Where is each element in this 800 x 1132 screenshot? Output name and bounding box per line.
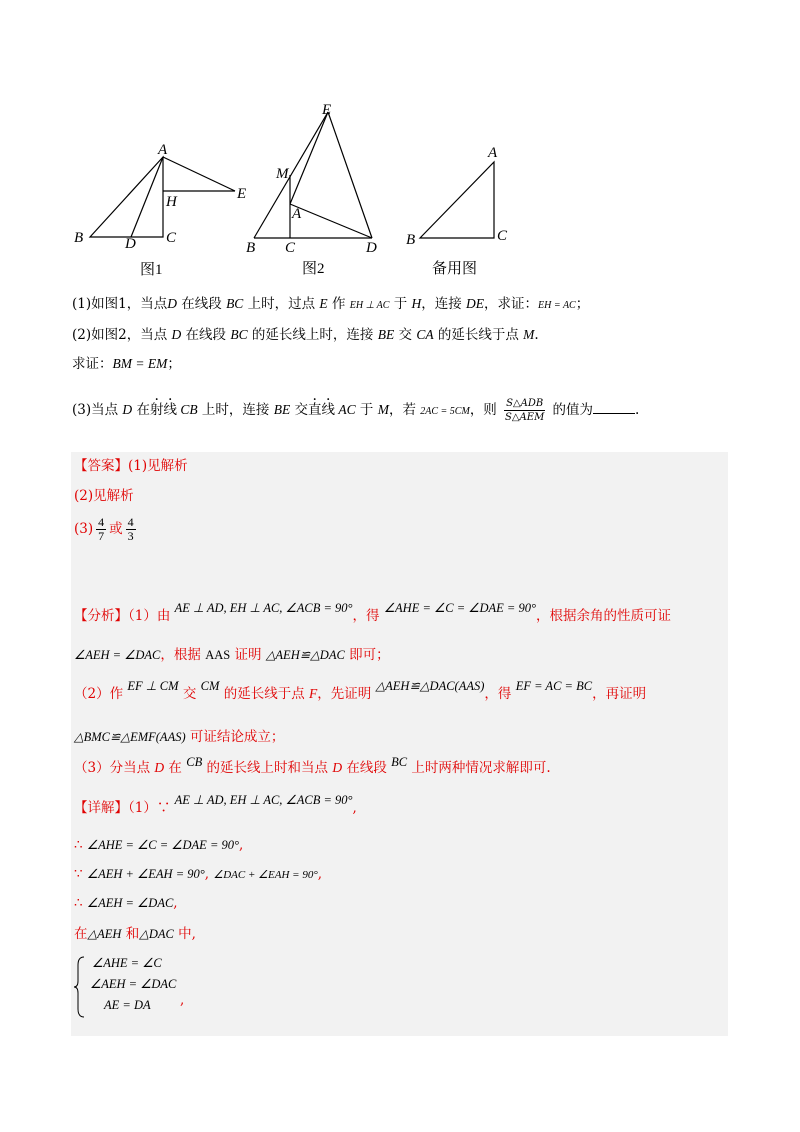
system-eq-2: ∠AEH = ∠DAC — [90, 977, 177, 991]
question-part-1: (1)如图1，当点D 在线段 BC 上时，过点 E 作 EH ⊥ AC 于 H，连接 DE，求证：EH = AC； — [72, 296, 590, 312]
math-bm-eq-em: BM = EM — [112, 356, 168, 371]
figure-1-caption: 图1 — [140, 262, 163, 278]
point-c-label: C — [497, 228, 508, 244]
detail-line-1: 【详解】（1）∵ AE ⊥ AD, EH ⊥ AC, ∠ACB = 90°, — [74, 793, 357, 816]
analysis-line-5: （3）分当点 D 在 CB 的延长线上时和当点 D 在线段 BC 上时两种情况求解即可. — [74, 755, 551, 776]
analysis-line-3: （2）作 EF ⊥ CM 交 CM 的延长线于点 F，先证明 △AEH≌△DAC(AAS)，得 EF = AC = BC，再证明 — [74, 679, 647, 702]
figure-3-diagram — [400, 140, 530, 250]
system-eq-3: AE = DA — [104, 998, 151, 1012]
question-part-2-prove: 求证：BM = EM； — [72, 356, 181, 372]
point-a-label: A — [292, 206, 302, 222]
point-h-label: H — [166, 194, 177, 210]
point-b-label: B — [246, 240, 256, 256]
figure-1 — [70, 140, 260, 280]
area-ratio-fraction: $\frac{\text{S△ADB}}{\text{S△AEM}}$ — [505, 398, 545, 423]
figure-2-caption: 图2 — [302, 261, 325, 277]
figure-3 — [400, 140, 530, 280]
detail-line-4: ∴ ∠AEH = ∠DAC, — [74, 895, 178, 911]
point-a-label: A — [158, 142, 168, 158]
math-eh-perp-ac: EH ⊥ AC — [349, 300, 390, 311]
analysis-line-2: ∠AEH = ∠DAC，根据 AAS 证明 △AEH≌△DAC 即可； — [74, 647, 390, 663]
math-eh-eq-ac: EH = AC — [538, 300, 576, 311]
point-m-label: M — [276, 166, 289, 182]
answer-blank — [593, 401, 635, 414]
answer-line-3: (3) $\frac{4}{7}$ 或 $\frac{4}{3}$ — [74, 515, 134, 543]
point-e-label: E — [322, 102, 332, 118]
system-eq-1: ∠AHE = ∠C — [92, 956, 162, 970]
point-c-label: C — [285, 240, 296, 256]
math-2ac-eq-5cm: 2AC = 5CM — [420, 406, 470, 417]
detail-tag: 【详解】 — [74, 800, 128, 816]
point-d-label: D — [125, 236, 136, 252]
analysis-line-1: 【分析】（1）由 AE ⊥ AD, EH ⊥ AC, ∠ACB = 90°，得 ∠AHE = ∠C = ∠DAE = 90°，根据余角的性质可证 — [74, 601, 671, 624]
figure-2 — [240, 100, 390, 280]
answer-line-2: (2)见解析 — [74, 488, 134, 504]
detail-line-2: ∴ ∠AHE = ∠C = ∠DAE = 90°, — [74, 837, 244, 853]
analysis-line-4: △BMC≌△EMF(AAS) 可证结论成立； — [74, 729, 285, 745]
figure-2-diagram — [240, 100, 390, 256]
point-b-label: B — [406, 232, 416, 248]
left-brace — [72, 955, 86, 1019]
point-a-label: A — [488, 145, 498, 161]
answer-line-1: 【答案】(1)见解析 — [74, 458, 188, 474]
system-end: , — [180, 992, 185, 1008]
point-c-label: C — [166, 230, 177, 246]
detail-line-5: 在△AEH 和△DAC 中, — [74, 926, 196, 942]
answer-tag: 【答案】 — [74, 458, 128, 474]
figure-3-caption: 备用图 — [432, 261, 478, 277]
question-part-2: (2)如图2，当点 D 在线段 BC 的延长线上时，连接 BE 交 CA 的延长线于点 M. — [72, 327, 539, 343]
point-d-label: D — [366, 240, 377, 256]
detail-line-3: ∵ ∠AEH + ∠EAH = 90°, ∠DAC + ∠EAH = 90°, — [74, 866, 323, 882]
figure-1-diagram — [70, 140, 260, 250]
question-part-3: (3)当点 D 在射线 CB 上时，连接 BE 交直线 AC 于 M，若 2AC = 5CM，则 $\frac{\text{S△ADB}}{\text{S△AEM}}$ 的值为 . — [72, 398, 640, 423]
point-b-label: B — [74, 230, 84, 246]
analysis-tag: 【分析】 — [74, 608, 128, 624]
point-e-label: E — [237, 186, 247, 202]
